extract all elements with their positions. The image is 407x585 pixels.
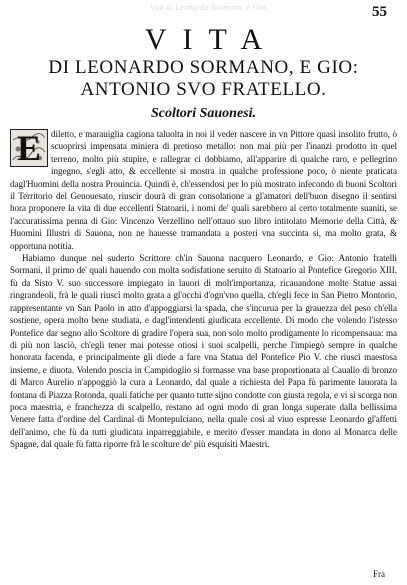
subtitle: Scoltori Sauonesi. (150, 106, 257, 121)
paragraph-2: Habiamo dunque nel suderto Scrittore ch'in Sauona nacquero Leonardo, e Gio: Antonio fratelli Sormani, il primo de' quali hauendo con molta sodisfatione seruito di Statoario al Pontefice Gregorio XIII. fù da Sisto V. suo successore impiegato in lauori di molt'importanza, ricauandone molte Statue assai ringrandeoli, frà le quali riuscì molto grata a gl'occhi d'ogn'vno quella, ch'egli fece in San Pietro Montorio, rappresentante vn San Paolo in atto d'appoggiarsi la spada, che s'incurua per la grauezza del peso ch'ella sostiene, opera molto bene studiata, e dagl'intendenti giudicata eccellente. Di modo che volendo l'istesso Pontefice dar segno allo Scoltore di gradire l'opera sua, non solo molto prodigamente lo ricompensaua: ma di più non lasciò, ch'egli tener mai potesse otiosi i suoi scalpelli, perche l'impiegò sempre in qualche honorata facenda, e principalmente gli diede a fare vna Statua del Pontefice Pio V. che riuscì maestosa insieme, e diuota. Volendo poscia in Campidoglio si formasse vna base proportionata al Cauallo di bronzo di Marco Aurelio n'appoggiò la cura a Leonardo, dal quale a richiesta del Papa fù parimente lauorata la fontana di Piazza Rotonda, quali fatiche per quanto tutte sijno condotte con giusta regola, e vi si scorga non poca maestria, e franchezza di scalpello, restano ad ogni modo di gran longa superate dalla bellissima Venere fatta d'ordine del Cardinal di Montepulciano, nella quale così al viuo espresse Leonardo gl'affetti dell'animo, che fù da tutti giudicata inparreggiabile, e merito d'esser mandata in dono al Monarca delle Spagne, dal quale fù fatta riporre frà le scolture de' più esquisiti Maestri. (10, 253, 397, 450)
bleed-through-text: Vita di Leonardo Sormano, e Gio. (150, 3, 268, 12)
heading-line-2: ANTONIO SVO FRATELLO. (80, 79, 327, 100)
title: VITA (144, 23, 279, 56)
catchword: Fra (373, 569, 385, 579)
body-text (10, 128, 397, 451)
page-number: 55 (372, 4, 387, 20)
paragraph-1: diletto, e marauiglia cagiona taluolta in noi il veder nascere in vn Pittore quasi insolito frutto, ò scuoprirsi impensata miniera di pretioso metallo: non mai più per l'inanzi prodotto in quel terreno, molto più stupire, e rallegrar ci dobbiamo, all'apparire di qualche raro, e pellegrino ingegno, s'egli atto, & eccellente si mostra in qualche professione poco, ò niente praticata dagl'Huomini della nostra Prouincia. Quindi è, ch'essendosi per lo più mostrato infecondo di buoni Scoltori il Territorio del Genouesato, riuscir dourà di gran consolatione a gl'amatori dell'buon disegno il sentirsi hora proponere la vita di due eccellenti Statoarii, i nomi de' quali sarebbero al certo totalmente suaniti, se l'accuratissima penna di Gio: Vincenzo Verzellino nell'ottauo suo libro intitolato Memorie della Città, & Huomini Illustri di Sauona, non ne hauesse tramandata a posteri vna succinta si, ma molto grata, & opportuna notitia. (10, 129, 397, 251)
decorated-initial (10, 129, 48, 167)
heading-line-1: DI LEONARDO SORMANO, E GIO: (48, 57, 359, 78)
initial-letter: E (17, 129, 41, 167)
